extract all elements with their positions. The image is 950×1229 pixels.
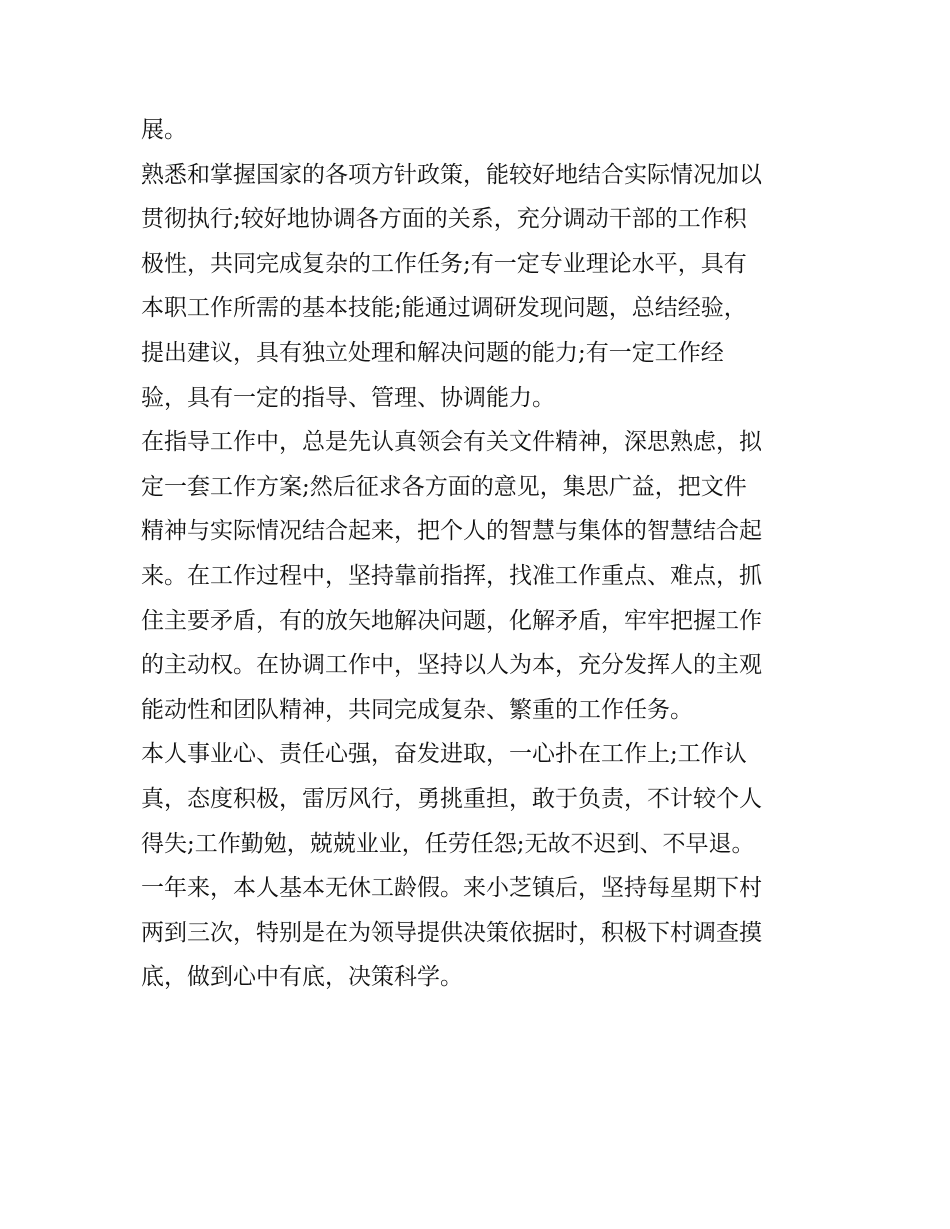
text-line: 本人事业心、责任心强，奋发进取，一心扑在工作上;工作认 [141, 741, 747, 768]
text-line: 的主动权。在协调工作中，坚持以人为本，充分发挥人的主观 [141, 652, 762, 679]
body-text [141, 108, 841, 1000]
text-line: 精神与实际情况结合起来，把个人的智慧与集体的智慧结合起 [141, 518, 762, 545]
text-line: 贯彻执行;较好地协调各方面的关系，充分调动干部的工作积 [141, 206, 747, 233]
text-line: 真，态度积极，雷厉风行，勇挑重担，敢于负责，不计较个人 [141, 785, 762, 812]
text-line: 能动性和团队精神，共同完成复杂、繁重的工作任务。 [141, 696, 693, 723]
text-line: 底，做到心中有底，决策科学。 [141, 964, 463, 991]
text-line: 得失;工作勤勉，兢兢业业，任劳任怨;无故不迟到、不早退。 [141, 830, 755, 857]
text-line: 定一套工作方案;然后征求各方面的意见，集思广益，把文件 [141, 473, 747, 500]
text-line: 本职工作所需的基本技能;能通过调研发现问题，总结经验， [141, 295, 747, 322]
text-line: 在指导工作中，总是先认真领会有关文件精神，深思熟虑，拟 [141, 429, 762, 456]
text-line: 展。 [141, 117, 187, 143]
text-line: 验，具有一定的指导、管理、协调能力。 [141, 384, 555, 411]
text-line: 一年来，本人基本无休工龄假。来小芝镇后，坚持每星期下村 [141, 875, 762, 902]
text-line: 极性，共同完成复杂的工作任务;有一定专业理论水平，具有 [141, 250, 747, 277]
text-line: 来。在工作过程中，坚持靠前指挥，找准工作重点、难点，抓 [141, 562, 762, 589]
text-line: 住主要矛盾，有的放矢地解决问题，化解矛盾，牢牢把握工作 [141, 607, 762, 634]
text-line: 提出建议，具有独立处理和解决问题的能力;有一定工作经 [141, 339, 724, 366]
text-line: 熟悉和掌握国家的各项方针政策，能较好地结合实际情况加以 [141, 161, 762, 188]
text-line: 两到三次，特别是在为领导提供决策依据时，积极下村调查摸 [141, 919, 762, 946]
